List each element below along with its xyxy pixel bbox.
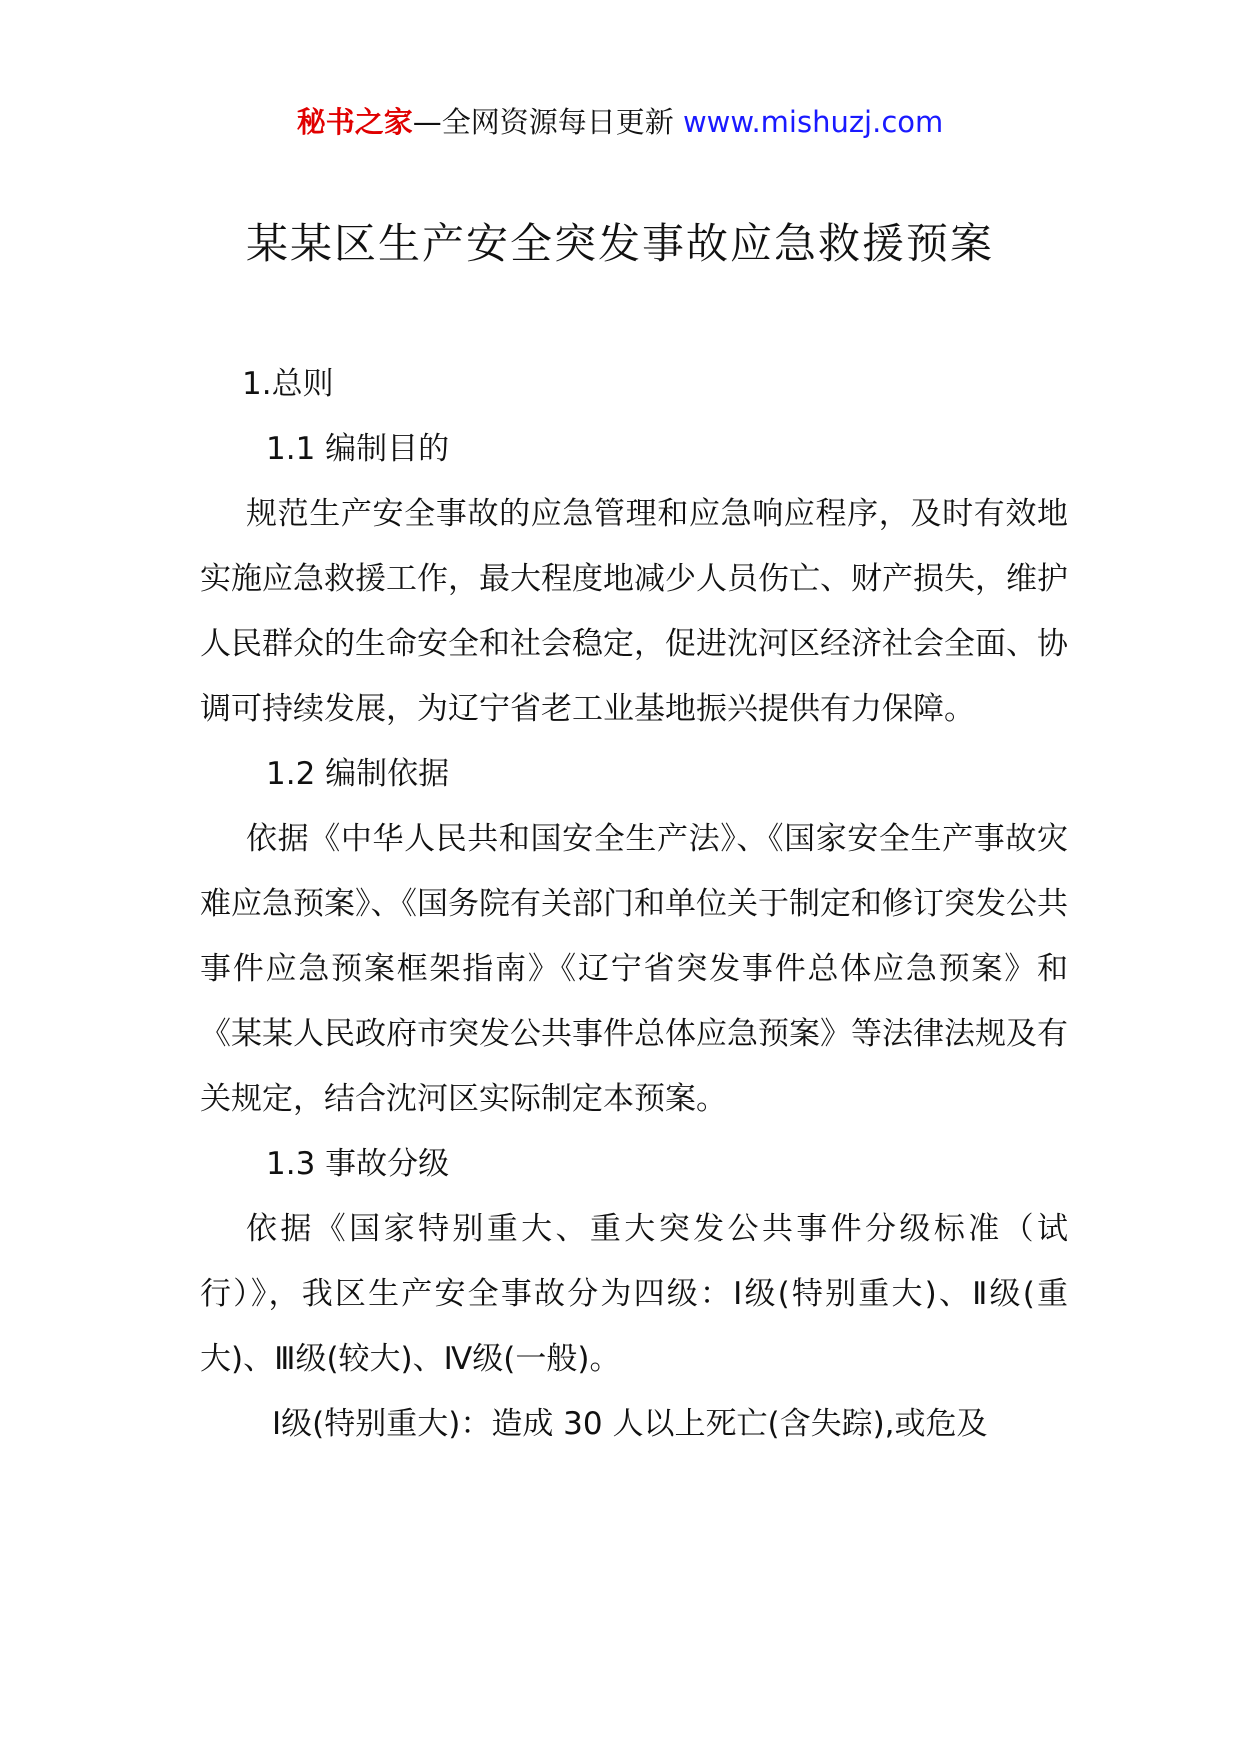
document-body bbox=[200, 352, 1068, 1457]
paragraph-grading: 依据《国家特别重大、重大突发公共事件分级标准（试行）》，我区生产安全事故分为四级：Ⅰ级(特别重大)、Ⅱ级(重大)、Ⅲ级(较大)、Ⅳ级(一般)。 bbox=[200, 1211, 1068, 1377]
site-url-link[interactable]: www.mishuzj.com bbox=[682, 105, 944, 139]
subsection-heading-purpose: 1.1 编制目的 bbox=[266, 431, 450, 467]
subsection-heading-basis: 1.2 编制依据 bbox=[266, 756, 450, 792]
paragraph-level-one: Ⅰ级(特别重大)：造成 30 人以上死亡(含失踪),或危及 bbox=[272, 1406, 988, 1442]
paragraph-purpose: 规范生产安全事故的应急管理和应急响应程序，及时有效地实施应急救援工作，最大程度地减少人员伤亡、财产损失，维护人民群众的生命安全和社会稳定，促进沈河区经济社会全面、协调可持续发展，为辽宁省老工业基地振兴提供有力保障。 bbox=[200, 496, 1068, 727]
site-tagline: —全网资源每日更新 bbox=[412, 105, 683, 139]
subsection-heading-grading: 1.3 事故分级 bbox=[266, 1146, 450, 1182]
document-title: 某某区生产安全突发事故应急救援预案 bbox=[245, 219, 994, 268]
site-header bbox=[0, 100, 1240, 144]
section-heading-general: 1.总则 bbox=[242, 366, 334, 402]
paragraph-basis: 依据《中华人民共和国安全生产法》、《国家安全生产事故灾难应急预案》、《国务院有关部门和单位关于制定和修订突发公共事件应急预案框架指南》《辽宁省突发事件总体应急预案》和《某某人民政府市突发公共事件总体应急预案》等法律法规及有关规定，结合沈河区实际制定本预案。 bbox=[200, 821, 1068, 1117]
site-brand: 秘书之家 bbox=[296, 105, 413, 139]
